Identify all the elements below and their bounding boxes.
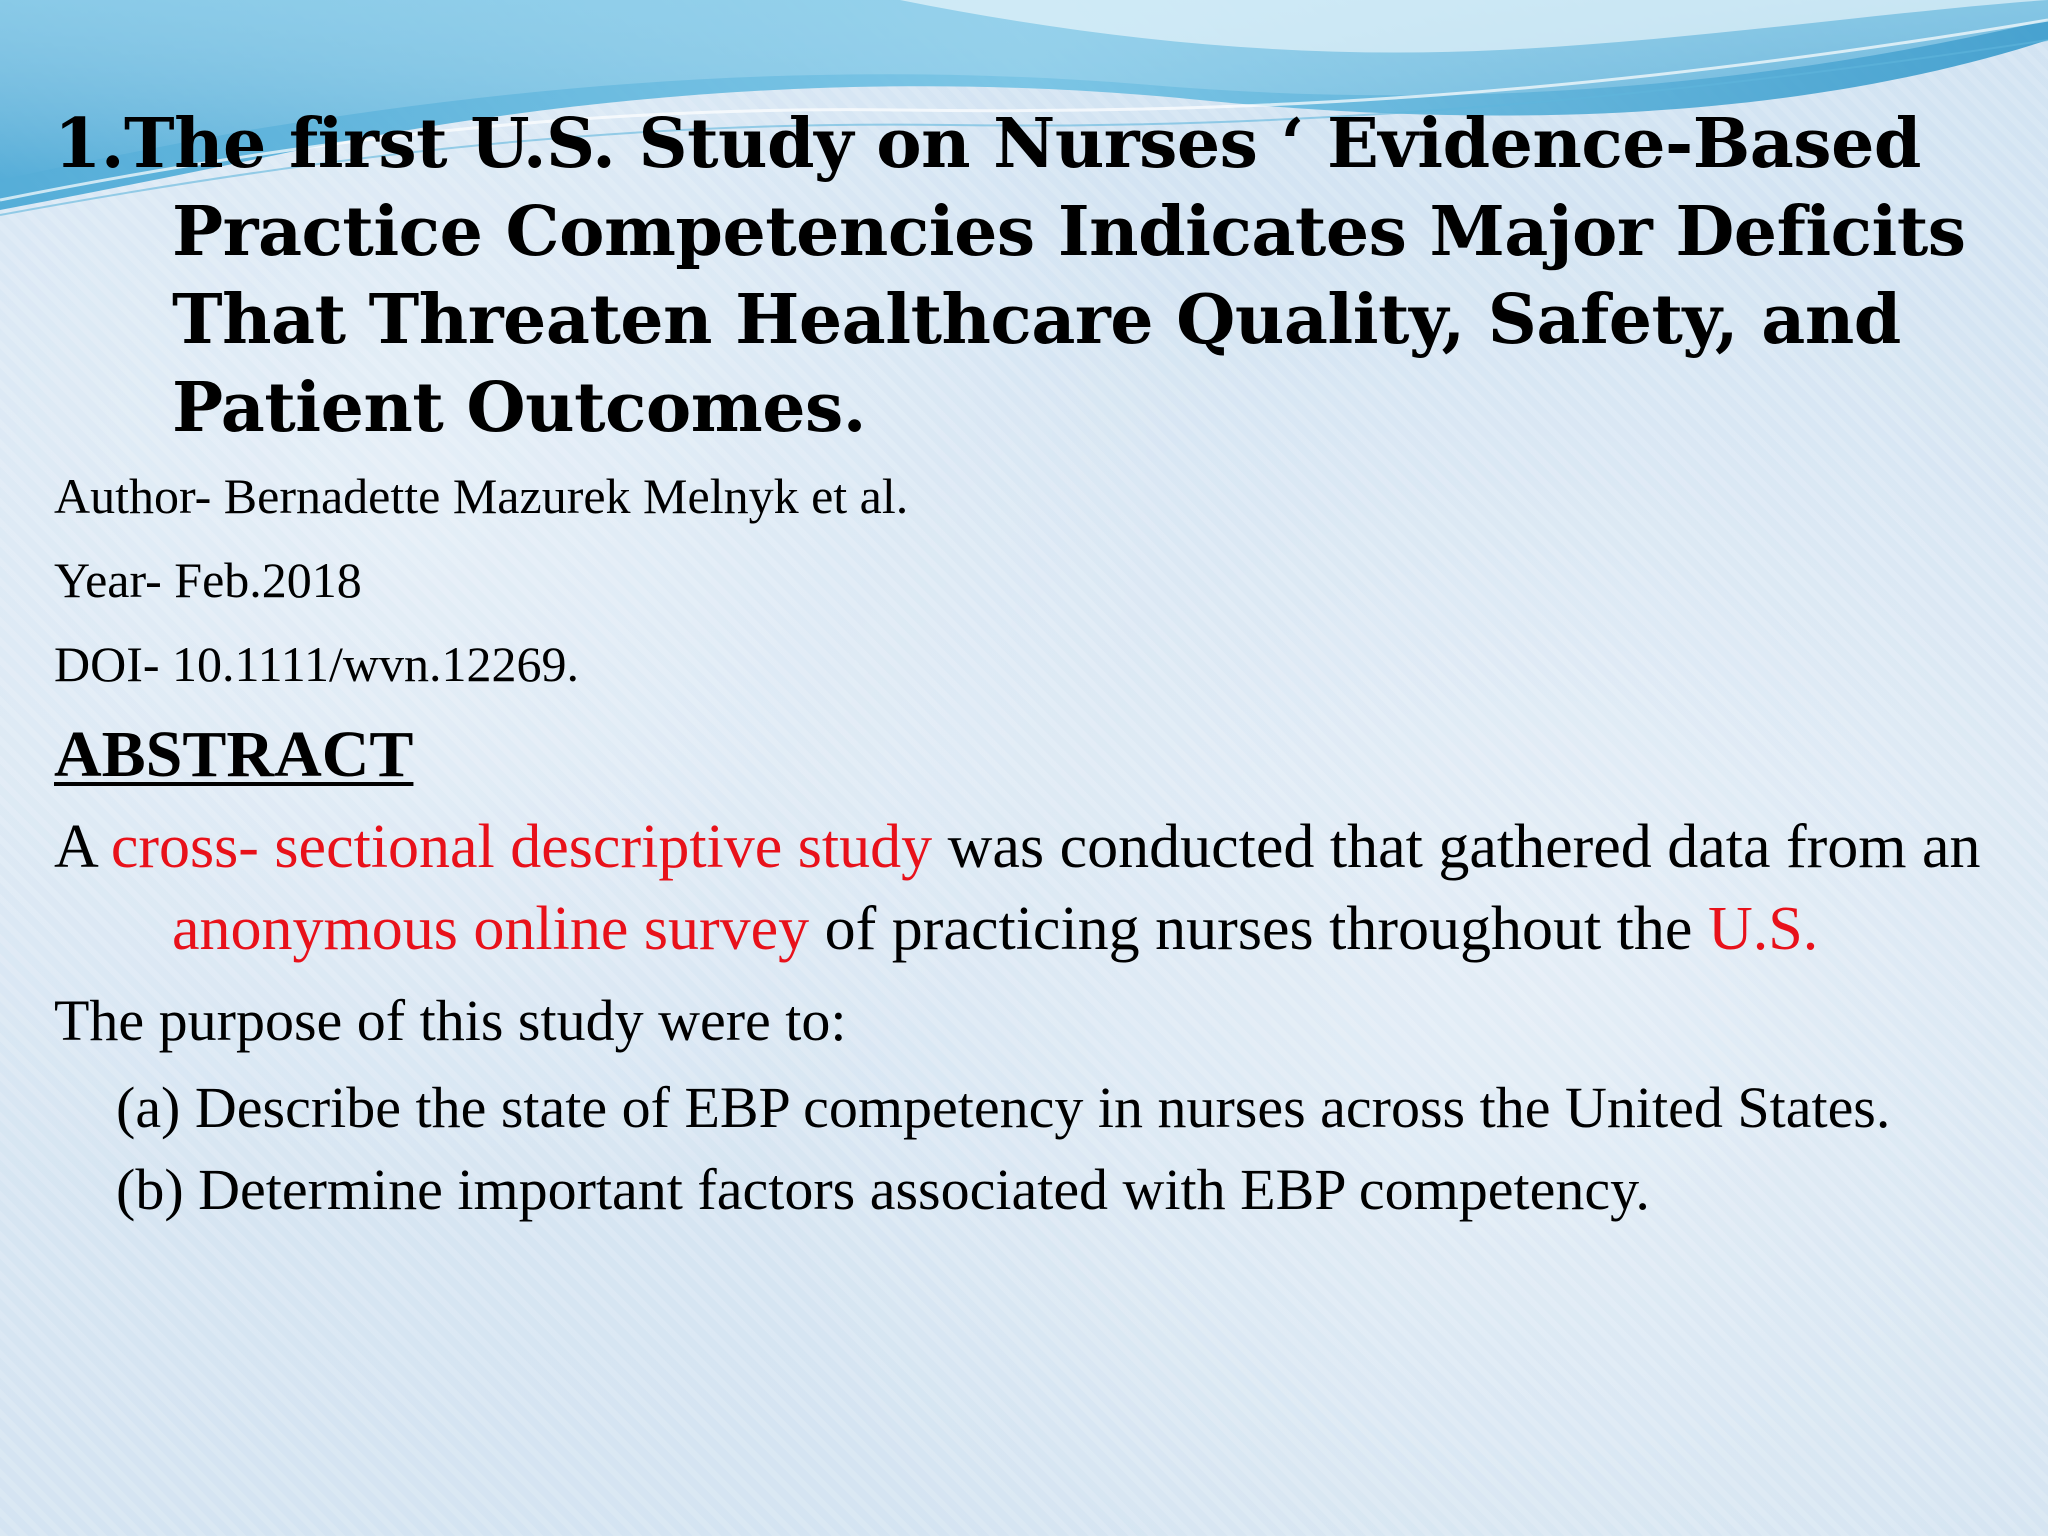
highlight-study-design: cross- sectional descriptive study [110, 813, 933, 881]
abstract-heading: ABSTRACT [54, 718, 414, 791]
highlight-location: U.S. [1707, 895, 1819, 963]
purpose-intro: The purpose of this study were to: [54, 988, 847, 1053]
abstract-paragraph [54, 806, 2014, 970]
purpose-item-a: (a) Describe the state of EBP competency in nurses across the United States. [116, 1075, 1891, 1140]
abstract-text-3: of practicing nurses throughout the [809, 895, 1708, 963]
slide-content [54, 100, 2014, 1228]
title-number: 1. [54, 104, 124, 184]
author-line: Author- Bernadette Mazurek Melnyk et al. [54, 468, 909, 524]
abstract-text-1: A [54, 813, 111, 881]
highlight-survey-method: anonymous online survey [172, 895, 810, 963]
year-line: Year- Feb.2018 [54, 552, 362, 608]
title-text: The first U.S. Study on Nurses ‘ Evidence-Based Practice Competencies Indicates Major Deficits That Threaten Healthcare Quality, Safety, and Patient Outcomes. [124, 104, 1966, 448]
abstract-text-2: was conducted that gathered data from an [932, 813, 1981, 881]
doi-line: DOI- 10.1111/wvn.12269. [54, 636, 579, 692]
slide-title [54, 100, 2014, 452]
purpose-item-b: (b) Determine important factors associated with EBP competency. [116, 1157, 1650, 1222]
